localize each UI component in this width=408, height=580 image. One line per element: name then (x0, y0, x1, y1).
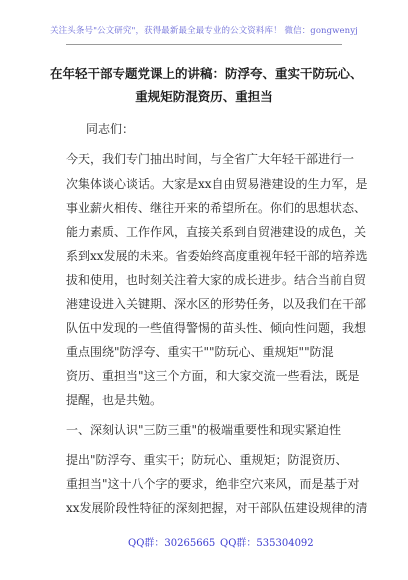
body-line: 今天，我们专门抽出时间，与全省广大年轻干部进行一 (66, 152, 355, 166)
body-line: 资历、重担当"这三个方面，和大家交流一些看法，既是 (66, 369, 360, 383)
footer-qq-group-1: QQ群：30265665 (128, 538, 216, 549)
body-line: 重点围绕"防浮夸、重实干""防玩心、重规矩""防混 (66, 345, 334, 359)
body-line: 队伍中发现的一些值得警惕的苗头性、倾向性问题，我想 (66, 321, 367, 335)
header-divider (66, 44, 342, 45)
body-line: 系到xx发展的未来。省委始终高度重视年轻干部的培养选 (66, 249, 368, 263)
body-line: xx发展阶段性特征的深刻把握，对干部队伍建设规律的清 (66, 501, 368, 515)
body-line: 次集体谈心谈话。大家是xx自由贸易港建设的生力军，是 (66, 177, 368, 191)
body-line: 提出"防浮夸、重实干；防玩心、重规矩；防混资历、 (66, 453, 348, 467)
body-line: 提醒，也是共勉。 (66, 393, 163, 407)
body-line: 重担当"这十八个字的要求，绝非空穴来风，而是基于对 (66, 477, 360, 491)
section-heading: 一、深刻认识"三防三重"的极端重要性和现实紧迫性 (66, 423, 342, 437)
body-line: 拔和使用，也时刻关注着大家的成长进步。结合当前自贸 (66, 273, 367, 287)
salutation: 同志们： (86, 122, 135, 136)
body-line: 能力素质、工作作风，直接关系到自贸港建设的成色，关 (66, 225, 367, 239)
document-title-line-2: 重规矩防混资历、重担当 (135, 89, 273, 104)
document-title-line-1: 在年轻干部专题党课上的讲稿：防浮夸、重实干防玩心、 (50, 66, 363, 81)
header-banner: 关注头条号"公文研究"，获得最新最全最专业的公文资料库！ 微信：gongwenyj (50, 26, 358, 36)
body-line: 事业薪火相传、继往开来的希望所在。你们的思想状态、 (66, 201, 367, 215)
footer-qq-group-2: QQ群：535304092 (220, 538, 314, 549)
body-line: 港建设进入关键期、深水区的形势任务，以及我们在干部 (66, 297, 367, 311)
